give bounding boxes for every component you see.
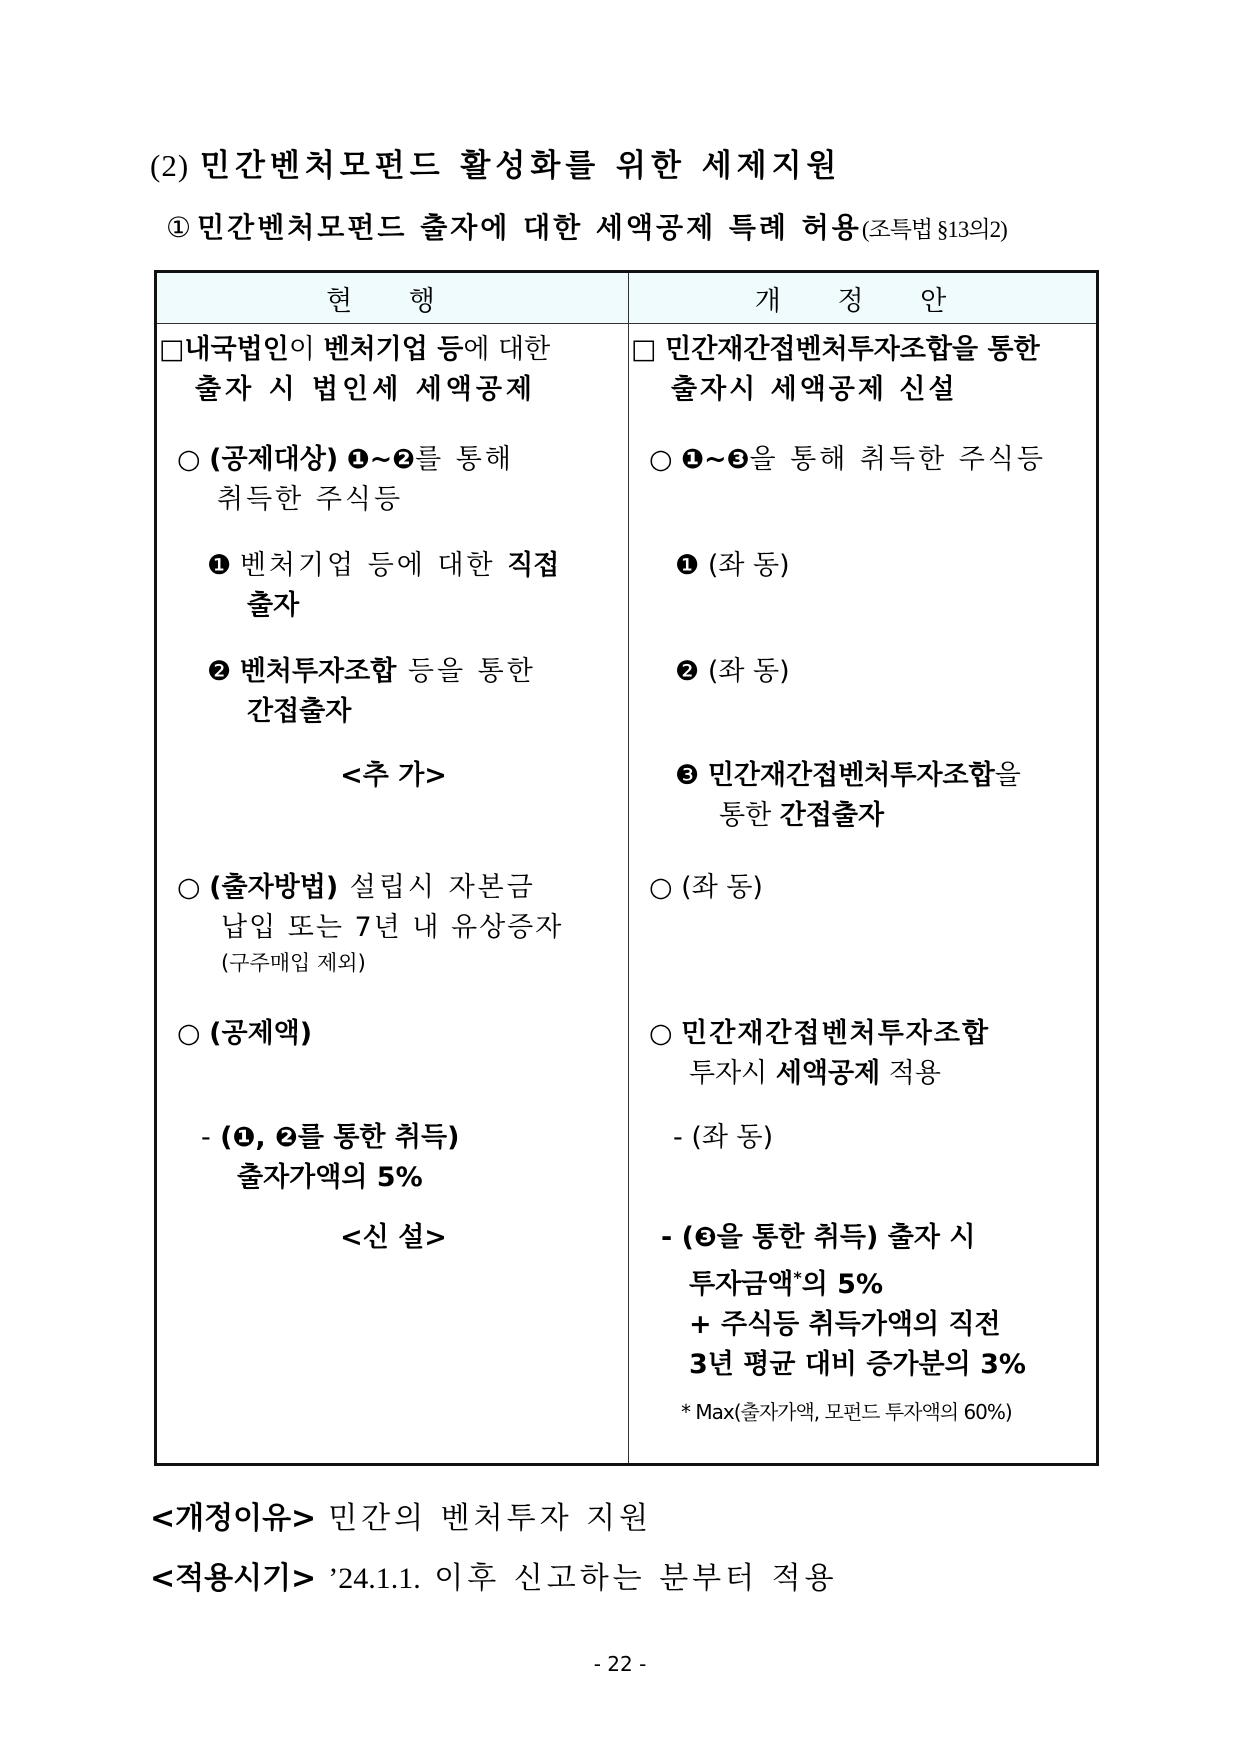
subsection-title: 민간벤처모펀드 출자에 대한 세액공제 특례 허용 — [197, 211, 862, 244]
section-number: (2) — [150, 148, 190, 183]
section-heading — [150, 140, 841, 185]
proposed-column — [629, 324, 1098, 1465]
current-intro: □내국법인이 벤처기업 등에 대한 출자 시 법인세 세액공제 — [159, 334, 551, 405]
proposed-footnote: * Max(출자가액, 모펀드 투자액의 60%) — [681, 1400, 1012, 1424]
subsection-heading — [166, 206, 1007, 246]
current-target: ○ (공제대상) ❶~❷를 통해 취득한 주식등 — [177, 444, 514, 515]
current-item-2: ❷ 벤처투자조합 등을 통한 간접출자 — [207, 656, 536, 727]
effective-date-text: 이후 신고하는 분부터 적용 — [420, 1561, 838, 1596]
proposed-amount-sub1: - (좌 동) — [673, 1122, 774, 1153]
proposed-item-3: ❸ 민간재간접벤처투자조합을 통한 간접출자 — [675, 760, 1021, 831]
effective-date-value: ’24.1.1. — [328, 1562, 421, 1595]
current-item-1: ❶ 벤처기업 등에 대한 직접 출자 — [207, 550, 560, 621]
proposed-item-1: ❶ (좌 동) — [675, 550, 790, 581]
proposed-amount-sub2: - (❸을 통한 취득) 출자 시 투자금액*의 5% + 주식등 취득가액의 직전 3년 평균 대비 증가분의 3% — [661, 1222, 1026, 1380]
section-title: 민간벤처모펀드 활성화를 위한 세제지원 — [200, 148, 842, 184]
law-reference: (조특법 §13의2) — [861, 217, 1007, 242]
proposed-method: ○ (좌 동) — [649, 872, 763, 903]
revision-reason — [150, 1493, 652, 1537]
comparison-table — [154, 270, 1099, 1466]
header-current: 현 행 — [156, 272, 629, 324]
effective-date-label: <적용시기> — [150, 1561, 317, 1596]
current-added-marker: <추 가> — [340, 760, 447, 791]
proposed-amount: ○ 민간재간접벤처투자조합 투자시 세액공제 적용 — [649, 1018, 991, 1089]
proposed-intro: □ 민간재간접벤처투자조합을 통한 출자시 세액공제 신설 — [631, 334, 1040, 405]
current-amount: ○ (공제액) — [177, 1018, 313, 1049]
proposed-target: ○ ❶~❸을 통해 취득한 주식등 — [649, 444, 1046, 475]
revision-reason-text: 민간의 벤처투자 지원 — [328, 1501, 653, 1536]
subsection-marker: ① — [166, 211, 192, 244]
page-number: - 22 - — [593, 1652, 647, 1676]
current-new-marker: <신 설> — [340, 1222, 447, 1253]
proposed-item-2: ❷ (좌 동) — [675, 656, 790, 687]
current-method: ○ (출자방법) 설립시 자본금 납입 또는 7년 내 유상증자 (구주매입 제외) — [177, 872, 564, 975]
current-amount-detail: - (❶, ❷를 통한 취득) 출자가액의 5% — [201, 1122, 460, 1193]
header-proposed: 개 정 안 — [629, 272, 1098, 324]
effective-date — [150, 1553, 838, 1597]
current-column — [156, 324, 629, 1465]
revision-reason-label: <개정이유> — [150, 1501, 317, 1536]
